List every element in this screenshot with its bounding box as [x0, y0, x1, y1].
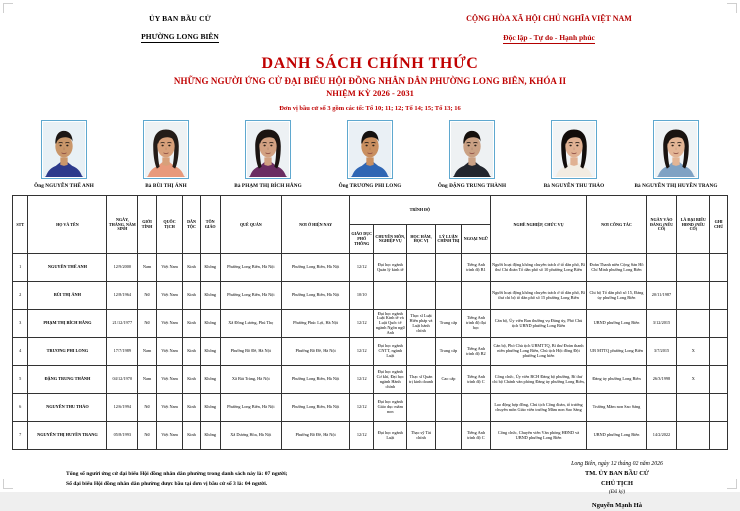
cell-workplace: Đảng ủy phường Long Biên [587, 366, 646, 394]
authority-line-2: PHƯỜNG LONG BIÊN [141, 32, 219, 43]
cell-notes [710, 254, 728, 282]
cell-religion: Không [200, 282, 220, 310]
cell-is-delegate [677, 282, 710, 310]
cell-party-date: 26/3/1998 [646, 366, 677, 394]
cell-ethnicity: Kinh [183, 366, 201, 394]
cell-nationality: Việt Nam [156, 366, 182, 394]
cell-stt: 7 [13, 422, 28, 450]
page-title: DANH SÁCH CHÍNH THỨC [261, 55, 479, 73]
cell-stt: 3 [13, 310, 28, 338]
document-title-block [0, 55, 740, 112]
cell-ethnicity: Kinh [183, 282, 201, 310]
th-edu-language: NGOẠI NGỮ [462, 225, 491, 254]
cell-edu-general: 10/10 [350, 282, 374, 310]
cell-job: Người hoạt động không chuyên trách ở tổ dân phố, Bí thư Chi đoàn Tổ dân phố số 10 phường Long Biên [490, 254, 587, 282]
cell-edu-specialty: Đại học ngành Luật [374, 422, 407, 450]
cell-notes [710, 366, 728, 394]
cell-nationality: Việt Nam [156, 282, 182, 310]
cell-stt: 2 [13, 282, 28, 310]
th-ethnicity: DÂN TỘC [183, 196, 201, 254]
cell-ethnicity: Kinh [183, 394, 201, 422]
cell-dob: 12/8/1964 [107, 282, 138, 310]
cell-edu-academic [407, 254, 436, 282]
candidate-photo-name: Bà PHẠM THỊ BÍCH HẰNG [234, 183, 302, 190]
cell-sex: Nam [138, 338, 157, 366]
cell-residence: Phường Phúc Lợi, Hà Nội [282, 310, 350, 338]
cell-edu-specialty: Đại học ngành Giáo dục mầm non [374, 394, 407, 422]
cell-notes [710, 282, 728, 310]
portrait-image [553, 122, 595, 177]
cell-hometown: Xã Đồng Lương, Phú Thọ [220, 310, 282, 338]
country-name: CỘNG HÒA XÃ HỘI CHỦ NGHĨA VIỆT NAM [466, 14, 632, 23]
cell-edu-general: 12/12 [350, 338, 374, 366]
cell-nationality: Việt Nam [156, 394, 182, 422]
cell-nationality: Việt Nam [156, 422, 182, 450]
candidate-photo-strip [0, 112, 740, 189]
document-header [0, 0, 740, 46]
table-body [13, 254, 728, 450]
th-job: NGHỀ NGHIỆP, CHỨC VỤ [490, 196, 587, 254]
candidate-table-wrap [0, 189, 740, 450]
cell-edu-politics: Trung cấp [435, 338, 461, 366]
summary-note-2: Số đại biểu Hội đồng nhân dân phường được bầu tại đơn vị bầu cử số 3 là: 04 người. [66, 480, 268, 487]
issuing-authority [50, 14, 310, 46]
portrait-image [43, 122, 85, 177]
document-footer [0, 450, 740, 511]
cell-religion: Không [200, 310, 220, 338]
signature-signed-note: (Đã ký) [608, 489, 626, 496]
candidate-photo-cell [324, 120, 416, 189]
table-row [13, 394, 728, 422]
cell-is-delegate [677, 254, 710, 282]
cell-workplace: Đoàn Thanh niên Cộng Sản Hồ Chí Minh phường Long Biên [587, 254, 646, 282]
cell-edu-language: Tiếng Anh trình độ C [462, 422, 491, 450]
cell-job: Cán bộ, Phó Chủ tịch UBMTTQ, Bí thư Đoàn thanh niên phường Long Biên, Chủ tịch Hội đồng Đội phường Long biên [490, 338, 587, 366]
cell-dob: 17/7/1989 [107, 338, 138, 366]
national-motto [384, 14, 714, 46]
cell-party-date [646, 394, 677, 422]
cell-stt: 6 [13, 394, 28, 422]
cell-edu-specialty: Đại học ngành Quản lý kinh tế [374, 254, 407, 282]
cell-religion: Không [200, 254, 220, 282]
cell-edu-specialty: Đại học ngành Cơ khí, Đại học ngành Hành chính [374, 366, 407, 394]
candidate-photo-cell [630, 120, 722, 189]
cell-hometown: Xã Dương Hòa, Hà Nội [220, 422, 282, 450]
motto-text: Độc lập - Tự do - Hạnh phúc [503, 33, 595, 44]
cell-notes [710, 394, 728, 422]
summary-notes [18, 460, 288, 511]
summary-note-1: Tổng số người ứng cử đại biểu Hội đồng nhân dân phường trong danh sách này là: 07 người; [66, 471, 288, 478]
cell-name: PHẠM THỊ BÍCH HẰNG [28, 310, 107, 338]
th-edu-general: GIÁO DỤC PHỔ THÔNG [350, 225, 374, 254]
portrait-image [145, 122, 187, 177]
portrait-image [247, 122, 289, 177]
cell-edu-general: 12/12 [350, 422, 374, 450]
th-residence: NƠI Ở HIỆN NAY [282, 196, 350, 254]
th-hometown: QUÊ QUÁN [220, 196, 282, 254]
candidate-photo-cell [426, 120, 518, 189]
cell-residence: Phường Bồ Đề, Hà Nội [282, 422, 350, 450]
cell-edu-academic: Thạc sỹ Tài chính [407, 422, 436, 450]
cell-notes [710, 422, 728, 450]
crop-mark-top-right [727, 3, 737, 13]
authority-line-1: ỦY BAN BẦU CỬ [149, 14, 211, 23]
cell-religion: Không [200, 366, 220, 394]
table-row [13, 338, 728, 366]
table-row [13, 254, 728, 282]
candidate-photo-name: Bà NGUYỄN THỊ HUYỀN TRANG [634, 183, 718, 190]
cell-nationality: Việt Nam [156, 254, 182, 282]
cell-edu-general: 12/12 [350, 254, 374, 282]
page-subtitle: NHỮNG NGƯỜI ỨNG CỬ ĐẠI BIỂU HỘI ĐỒNG NHÂN DÂN PHƯỜNG LONG BIÊN, KHÓA II [173, 76, 567, 87]
cell-edu-language [462, 394, 491, 422]
cell-name: NGUYỄN THU THẢO [28, 394, 107, 422]
cell-edu-language: Tiếng Anh trình độ B1 [462, 254, 491, 282]
photo-frame [41, 120, 87, 179]
signature-on-behalf: TM. ỦY BAN BẦU CỬ [585, 470, 649, 478]
cell-hometown: Phường Long Biên, Hà Nội [220, 394, 282, 422]
term-label: NHIỆM KỲ 2026 - 2031 [326, 88, 414, 99]
cell-party-date: 20/11/1987 [646, 282, 677, 310]
cell-residence: Phường Long Biên, Hà Nội [282, 282, 350, 310]
cell-party-date: 3/7/2015 [646, 338, 677, 366]
cell-residence: Phường Long Biên, Hà Nội [282, 254, 350, 282]
candidate-photo-cell [18, 120, 110, 189]
photo-frame [551, 120, 597, 179]
cell-edu-general: 12/12 [350, 366, 374, 394]
crop-mark-bottom-left [3, 479, 13, 489]
candidate-photo-name: Bà BÙI THỊ ÁNH [145, 183, 187, 190]
cell-edu-language: Tiếng Anh trình độ C [462, 366, 491, 394]
cell-residence: Phường Long Biên, Hà Nội [282, 394, 350, 422]
th-nationality: QUỐC TỊCH [156, 196, 182, 254]
table-row [13, 422, 728, 450]
cell-residence: Phường Bồ Đề, Hà Nội [282, 338, 350, 366]
cell-sex: Nam [138, 366, 157, 394]
th-edu-politics: LÝ LUẬN CHÍNH TRỊ [435, 225, 461, 254]
cell-edu-academic [407, 282, 436, 310]
signature-block [512, 460, 722, 511]
cell-dob: 12/6/1994 [107, 394, 138, 422]
electoral-unit-label: Đơn vị bầu cử số 3 gồm các tổ: Tổ 10; 11; 12; Tổ 14; 15; Tổ 13; 16 [279, 105, 461, 113]
cell-edu-academic: Thạc sĩ Quản trị kinh doanh [407, 366, 436, 394]
candidate-photo-name: Ông NGUYỄN THẾ ANH [34, 183, 94, 190]
table-row [13, 282, 728, 310]
cell-edu-general: 12/12 [350, 310, 374, 338]
cell-edu-specialty: Đại học ngành CNTT, ngành Luật [374, 338, 407, 366]
cell-ethnicity: Kinh [183, 422, 201, 450]
cell-sex: Nữ [138, 282, 157, 310]
cell-is-delegate [677, 310, 710, 338]
cell-religion: Không [200, 338, 220, 366]
th-party-date: NGÀY VÀO ĐẢNG (NẾU CÓ) [646, 196, 677, 254]
signature-date: Long Biên, ngày 12 tháng 02 năm 2026 [571, 461, 663, 468]
photo-frame [143, 120, 189, 179]
cell-name: BÙI THỊ ÁNH [28, 282, 107, 310]
signature-name: Nguyễn Mạnh Hà [591, 502, 643, 510]
th-stt: STT [13, 196, 28, 254]
cell-dob: 05/8/1993 [107, 422, 138, 450]
cell-stt: 1 [13, 254, 28, 282]
cell-job: Công chức, Chuyên viên Văn phòng HĐND và UBND phường Long Biên [490, 422, 587, 450]
cell-residence: Phường Long Biên, Hà Nội [282, 366, 350, 394]
cell-is-delegate: X [677, 338, 710, 366]
candidate-photo-name: Ông ĐẶNG TRUNG THÀNH [437, 183, 507, 190]
cell-stt: 5 [13, 366, 28, 394]
cell-ethnicity: Kinh [183, 338, 201, 366]
cell-stt: 4 [13, 338, 28, 366]
candidate-photo-name: Bà NGUYỄN THU THẢO [543, 183, 605, 190]
cell-is-delegate [677, 422, 710, 450]
cell-edu-politics: Cao cấp [435, 366, 461, 394]
cell-is-delegate [677, 394, 710, 422]
cell-hometown: Phường Long Biên, Hà Nội [220, 254, 282, 282]
th-dob: NGÀY, THÁNG, NĂM SINH [107, 196, 138, 254]
cell-notes [710, 310, 728, 338]
cell-workplace: UB MTTQ phường Long Biên [587, 338, 646, 366]
cell-nationality: Việt Nam [156, 338, 182, 366]
cell-edu-politics [435, 254, 461, 282]
cell-religion: Không [200, 394, 220, 422]
photo-frame [449, 120, 495, 179]
cell-edu-specialty [374, 282, 407, 310]
th-edu-academic: HỌC HÀM, HỌC VỊ [407, 225, 436, 254]
cell-nationality: Việt Nam [156, 310, 182, 338]
photo-frame [347, 120, 393, 179]
crop-mark-top-left [3, 3, 13, 13]
cell-sex: Nữ [138, 394, 157, 422]
candidate-photo-cell [222, 120, 314, 189]
table-head [13, 196, 728, 254]
photo-frame [653, 120, 699, 179]
th-is-delegate: LÀ ĐẠI BIỂU HĐND (NẾU CÓ) [677, 196, 710, 254]
cell-name: NGUYỄN THẾ ANH [28, 254, 107, 282]
cell-workplace: Trường Mầm non Sao Sáng [587, 394, 646, 422]
cell-dob: 12/9/2000 [107, 254, 138, 282]
cell-party-date: 14/2/2022 [646, 422, 677, 450]
cell-workplace: Chi bộ Tổ dân phố số 15, Đảng ủy phường Long Biên [587, 282, 646, 310]
cell-name: ĐẶNG TRUNG THÀNH [28, 366, 107, 394]
cell-workplace: UBND phường Long Biên [587, 310, 646, 338]
candidate-table [12, 195, 728, 450]
cell-party-date: 3/12/2015 [646, 310, 677, 338]
cell-edu-politics [435, 394, 461, 422]
cell-party-date [646, 254, 677, 282]
cell-edu-language [462, 282, 491, 310]
cell-ethnicity: Kinh [183, 310, 201, 338]
cell-ethnicity: Kinh [183, 254, 201, 282]
table-row [13, 310, 728, 338]
cell-edu-general: 12/12 [350, 394, 374, 422]
cell-edu-politics [435, 282, 461, 310]
header-row-1 [13, 196, 728, 225]
cell-edu-politics [435, 422, 461, 450]
table-row [13, 366, 728, 394]
cell-sex: Nam [138, 254, 157, 282]
cell-hometown: Phường Long Biên, Hà Nội [220, 282, 282, 310]
candidate-photo-name: Ông TRƯƠNG PHI LONG [338, 183, 402, 190]
portrait-image [655, 122, 697, 177]
candidate-photo-cell [528, 120, 620, 189]
cell-sex: Nữ [138, 310, 157, 338]
th-workplace: NƠI CÔNG TÁC [587, 196, 646, 254]
cell-is-delegate: X [677, 366, 710, 394]
cell-edu-academic: Thạc sĩ Luật Hiến pháp và Luật hành chính [407, 310, 436, 338]
signature-role: CHỦ TỊCH [600, 479, 634, 487]
th-religion: TÔN GIÁO [200, 196, 220, 254]
th-edu-specialty: CHUYÊN MÔN, NGHIỆP VỤ [374, 225, 407, 254]
cell-edu-academic [407, 338, 436, 366]
cell-edu-academic [407, 394, 436, 422]
portrait-image [451, 122, 493, 177]
cell-job: Cán bộ, Ủy viên Ban thường vụ Đảng ủy, Phó Chủ tịch UBND phường Long Biên [490, 310, 587, 338]
cell-edu-language: Tiếng Anh trình độ đại học [462, 310, 491, 338]
cell-name: NGUYỄN THỊ HUYỀN TRANG [28, 422, 107, 450]
cell-job: Người hoạt động không chuyên trách ở tổ dân phố, Bí thư chi bộ tổ dân phố số 15 phường Long Biên [490, 282, 587, 310]
photo-frame [245, 120, 291, 179]
cell-edu-specialty: Đại học ngành Luật Kinh tế và Luật Quốc tế ngành Ngôn ngữ Anh [374, 310, 407, 338]
cell-dob: 21/12/1977 [107, 310, 138, 338]
candidate-photo-cell [120, 120, 212, 189]
cell-job: Công chức, Ủy viên BCH Đảng bộ phường, Bí thư chi bộ Chánh văn phòng Đảng ủy phường Long Biên, [490, 366, 587, 394]
portrait-image [349, 122, 391, 177]
cell-notes [710, 338, 728, 366]
cell-workplace: UBND phường Long Biên [587, 422, 646, 450]
cell-edu-politics: Trung cấp [435, 310, 461, 338]
cell-job: Lao động hợp đồng, Chủ tịch Công đoàn, tổ trưởng chuyên môn Giáo viên trường Mầm non Sao Sáng [490, 394, 587, 422]
cell-name: TRƯƠNG PHI LONG [28, 338, 107, 366]
th-notes: GHI CHÚ [710, 196, 728, 254]
cell-sex: Nữ [138, 422, 157, 450]
cell-religion: Không [200, 422, 220, 450]
cell-dob: 04/12/1970 [107, 366, 138, 394]
th-name: HỌ VÀ TÊN [28, 196, 107, 254]
th-level-group: TRÌNH ĐỘ [350, 196, 491, 225]
th-sex: GIỚI TÍNH [138, 196, 157, 254]
cell-hometown: Phường Bồ Đề, Hà Nội [220, 338, 282, 366]
cell-edu-language: Tiếng Anh trình độ B2 [462, 338, 491, 366]
cell-hometown: Xã Bát Tràng, Hà Nội [220, 366, 282, 394]
crop-mark-bottom-right [727, 479, 737, 489]
